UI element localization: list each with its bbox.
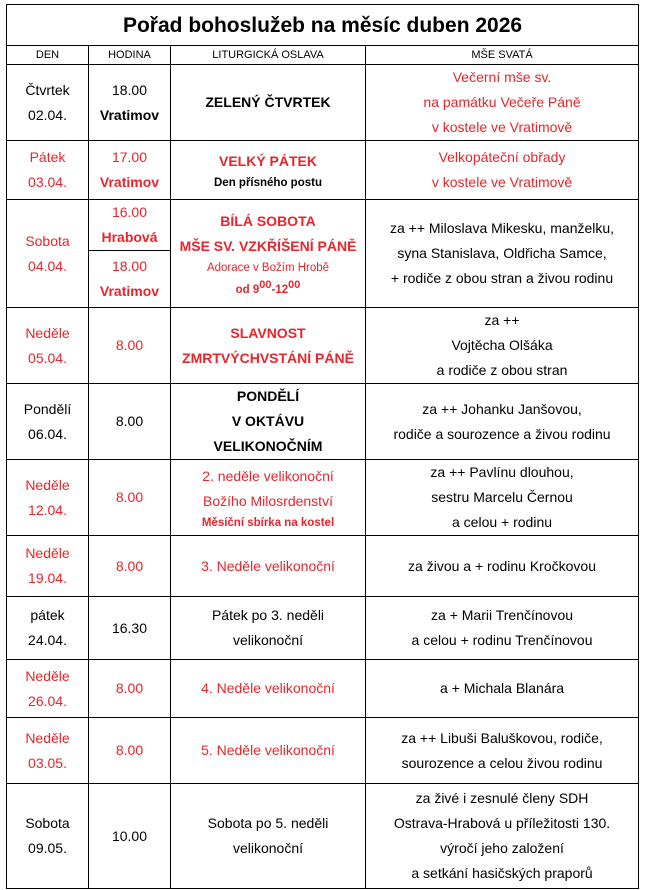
- mass-line: v kostele ve Vratimově: [431, 119, 573, 135]
- day-date: 04.04.: [28, 257, 67, 274]
- celebration: 4. Neděle velikonoční: [201, 680, 335, 696]
- mass-line: za živé i zesnulé členy SDH: [415, 790, 589, 806]
- celebration: 3. Neděle velikonoční: [201, 557, 335, 574]
- table-row: [7, 784, 639, 889]
- time-cell: [89, 65, 171, 141]
- time: 18.00: [111, 258, 148, 274]
- table-row: [7, 597, 639, 660]
- time: 17.00: [111, 149, 148, 165]
- mass-line: na památku Večeře Páně: [423, 94, 581, 110]
- celebration: ZMRTVÝCHVSTÁNÍ PÁNĚ: [182, 349, 354, 366]
- day-date: 03.05.: [28, 754, 67, 771]
- day-name: Sobota: [25, 232, 70, 249]
- table-row: [7, 308, 639, 384]
- time-cell: [89, 784, 171, 889]
- time-cell: [89, 597, 171, 660]
- day-date: 26.04.: [28, 692, 67, 709]
- place: Vratimov: [99, 174, 160, 190]
- table-row: [7, 718, 639, 784]
- celebration-cell: [171, 597, 366, 660]
- celebration-cell: [171, 65, 366, 141]
- day-cell: [7, 718, 89, 784]
- time-cell: [89, 141, 171, 200]
- mass-line: za ++ Pavlínu dlouhou,: [430, 464, 574, 480]
- celebration-cell: [171, 718, 366, 784]
- mass-line: Ostrava-Hrabová u příležitosti 130.: [393, 815, 611, 831]
- celebration: MŠE SV. VZKŘÍŠENÍ PÁNĚ: [179, 237, 357, 254]
- celebration-cell: [171, 200, 366, 308]
- mass-line: Večerní mše sv.: [452, 69, 552, 85]
- mass-cell: [366, 65, 639, 141]
- celebration: SLAVNOST: [230, 324, 306, 341]
- celebration-note: Měsíční sbírka na kostel: [201, 516, 335, 529]
- time: 8.00: [115, 680, 144, 696]
- celebration-cell: [171, 536, 366, 597]
- celebration: Pátek po 3. neděli: [211, 607, 325, 623]
- celebration: VELIKONOČNÍM: [213, 438, 323, 454]
- celebration-cell: [171, 141, 366, 200]
- day-cell: [7, 308, 89, 384]
- mass-line: za ++ Miloslava Mikesku, manželku,: [389, 220, 615, 236]
- day-name: Neděle: [25, 729, 70, 746]
- mass-line: a rodiče z obou stran: [436, 362, 568, 378]
- mass-line: + rodiče z obou stran a živou rodinu: [390, 270, 614, 286]
- time: 8.00: [115, 337, 144, 353]
- mass-line: Velkopáteční obřady: [438, 149, 566, 165]
- time: 18.00: [111, 81, 148, 98]
- time: 10.00: [111, 827, 148, 844]
- day-cell: [7, 536, 89, 597]
- time-cell: [89, 660, 171, 718]
- day-cell: [7, 200, 89, 308]
- day-date: 09.05.: [28, 840, 67, 856]
- time: 8.00: [115, 413, 144, 429]
- celebration: ZELENÝ ČTVRTEK: [205, 94, 331, 110]
- day-cell: [7, 460, 89, 536]
- time-cell: [89, 536, 171, 597]
- celebration: Božího Milosrdenství: [203, 492, 333, 509]
- schedule-table: [6, 4, 639, 889]
- mass-cell: [366, 308, 639, 384]
- page-title: Pořad bohoslužeb na měsíc duben 2026: [7, 5, 639, 46]
- celebration: 2. neděle velikonoční: [202, 467, 334, 484]
- table-row: [7, 384, 639, 460]
- time-cell: [89, 251, 171, 308]
- table-row: [7, 460, 639, 536]
- mass-line: za ++ Vojtěcha Olšáka: [451, 312, 553, 353]
- day-date: 24.04.: [28, 632, 67, 648]
- celebration-note: Den přísného postu: [214, 176, 322, 189]
- celebration-cell: [171, 308, 366, 384]
- mass-cell: [366, 784, 639, 889]
- mass-cell: [366, 384, 639, 460]
- day-cell: [7, 141, 89, 200]
- mass-line: sourozence a celou živou rodinu: [401, 754, 603, 771]
- celebration-cell: [171, 384, 366, 460]
- day-date: 05.04.: [28, 349, 67, 366]
- header-mse: MŠE SVATÁ: [366, 46, 639, 65]
- day-cell: [7, 660, 89, 718]
- mass-cell: [366, 460, 639, 536]
- mass-line: za ++ Libuši Baluškovou, rodiče,: [401, 729, 603, 746]
- adoration-note: Adorace v Božím Hrobě: [206, 261, 330, 274]
- mass-line: rodiče a sourozence a živou rodinu: [393, 425, 611, 442]
- mass-cell: [366, 597, 639, 660]
- celebration: velikonoční: [232, 840, 304, 856]
- time-cell: [89, 308, 171, 384]
- day-name: Pátek: [29, 149, 66, 165]
- time-cell: [89, 200, 171, 251]
- day-name: Neděle: [25, 667, 70, 684]
- mass-line: za + Marii Trenčínovou: [431, 607, 574, 623]
- celebration-cell: [171, 660, 366, 718]
- header-hodina: HODINA: [89, 46, 171, 65]
- day-name: Sobota: [25, 815, 70, 831]
- table-row: [7, 536, 639, 597]
- day-name: Pondělí: [23, 400, 72, 417]
- day-cell: [7, 65, 89, 141]
- celebration-cell: [171, 460, 366, 536]
- mass-line: za ++ Johanku Janšovou,: [422, 400, 582, 417]
- mass-line: výročí jeho založení: [440, 840, 564, 856]
- mass-line: za živou a + rodinu Kročkovou: [408, 557, 596, 574]
- day-date: 19.04.: [28, 570, 67, 586]
- mass-cell: [366, 141, 639, 200]
- celebration: VELKÝ PÁTEK: [218, 152, 317, 169]
- time-cell: [89, 460, 171, 536]
- day-name: Neděle: [25, 324, 70, 341]
- day-date: 03.04.: [28, 174, 67, 190]
- day-date: 06.04.: [28, 425, 67, 442]
- time: 8.00: [115, 557, 144, 574]
- day-name: pátek: [30, 607, 65, 623]
- day-name: Neděle: [25, 545, 70, 561]
- time-cell: [89, 384, 171, 460]
- day-name: Neděle: [25, 476, 70, 493]
- place: Hrabová: [101, 229, 158, 245]
- mass-line: a setkání hasičských praporů: [411, 865, 593, 881]
- time: 8.00: [115, 742, 144, 758]
- header-oslava: LITURGICKÁ OSLAVA: [171, 46, 366, 65]
- day-cell: [7, 784, 89, 889]
- table-row: [7, 141, 639, 200]
- mass-cell: [366, 718, 639, 784]
- place: Vratimov: [99, 106, 160, 123]
- celebration: PONDĚLÍ V OKTÁVU: [231, 388, 305, 429]
- mass-line: a celou + rodinu: [452, 514, 553, 530]
- celebration: 5. Neděle velikonoční: [201, 742, 335, 758]
- celebration: Sobota po 5. neděli: [207, 815, 329, 831]
- time: 8.00: [115, 489, 144, 505]
- mass-cell: [366, 200, 639, 308]
- table-row: [7, 65, 639, 141]
- adoration-hours: od $9^{00}-12^{00}$: [235, 278, 301, 296]
- celebration: BÍLÁ SOBOTA: [220, 212, 316, 229]
- day-date: 12.04.: [28, 501, 67, 518]
- header-den: DEN: [7, 46, 89, 65]
- day-name: Čtvrtek: [25, 81, 70, 98]
- table-row: [7, 660, 639, 718]
- header-row: [7, 46, 639, 65]
- celebration: velikonoční: [232, 632, 304, 648]
- mass-line: sestru Marcelu Černou: [431, 489, 573, 505]
- day-cell: [7, 384, 89, 460]
- day-cell: [7, 597, 89, 660]
- mass-line: syna Stanislava, Oldřicha Samce,: [397, 245, 607, 261]
- table-row: [7, 200, 639, 251]
- mass-line: a + Michala Blanára: [439, 680, 565, 696]
- mass-cell: [366, 660, 639, 718]
- time: 16.30: [111, 619, 148, 636]
- place: Vratimov: [99, 283, 160, 299]
- celebration-cell: [171, 784, 366, 889]
- mass-line: v kostele ve Vratimově: [431, 174, 573, 190]
- day-date: 02.04.: [28, 106, 67, 123]
- mass-cell: [366, 536, 639, 597]
- time: 16.00: [111, 204, 148, 220]
- mass-line: a celou + rodinu Trenčínovou: [411, 632, 593, 648]
- time-cell: [89, 718, 171, 784]
